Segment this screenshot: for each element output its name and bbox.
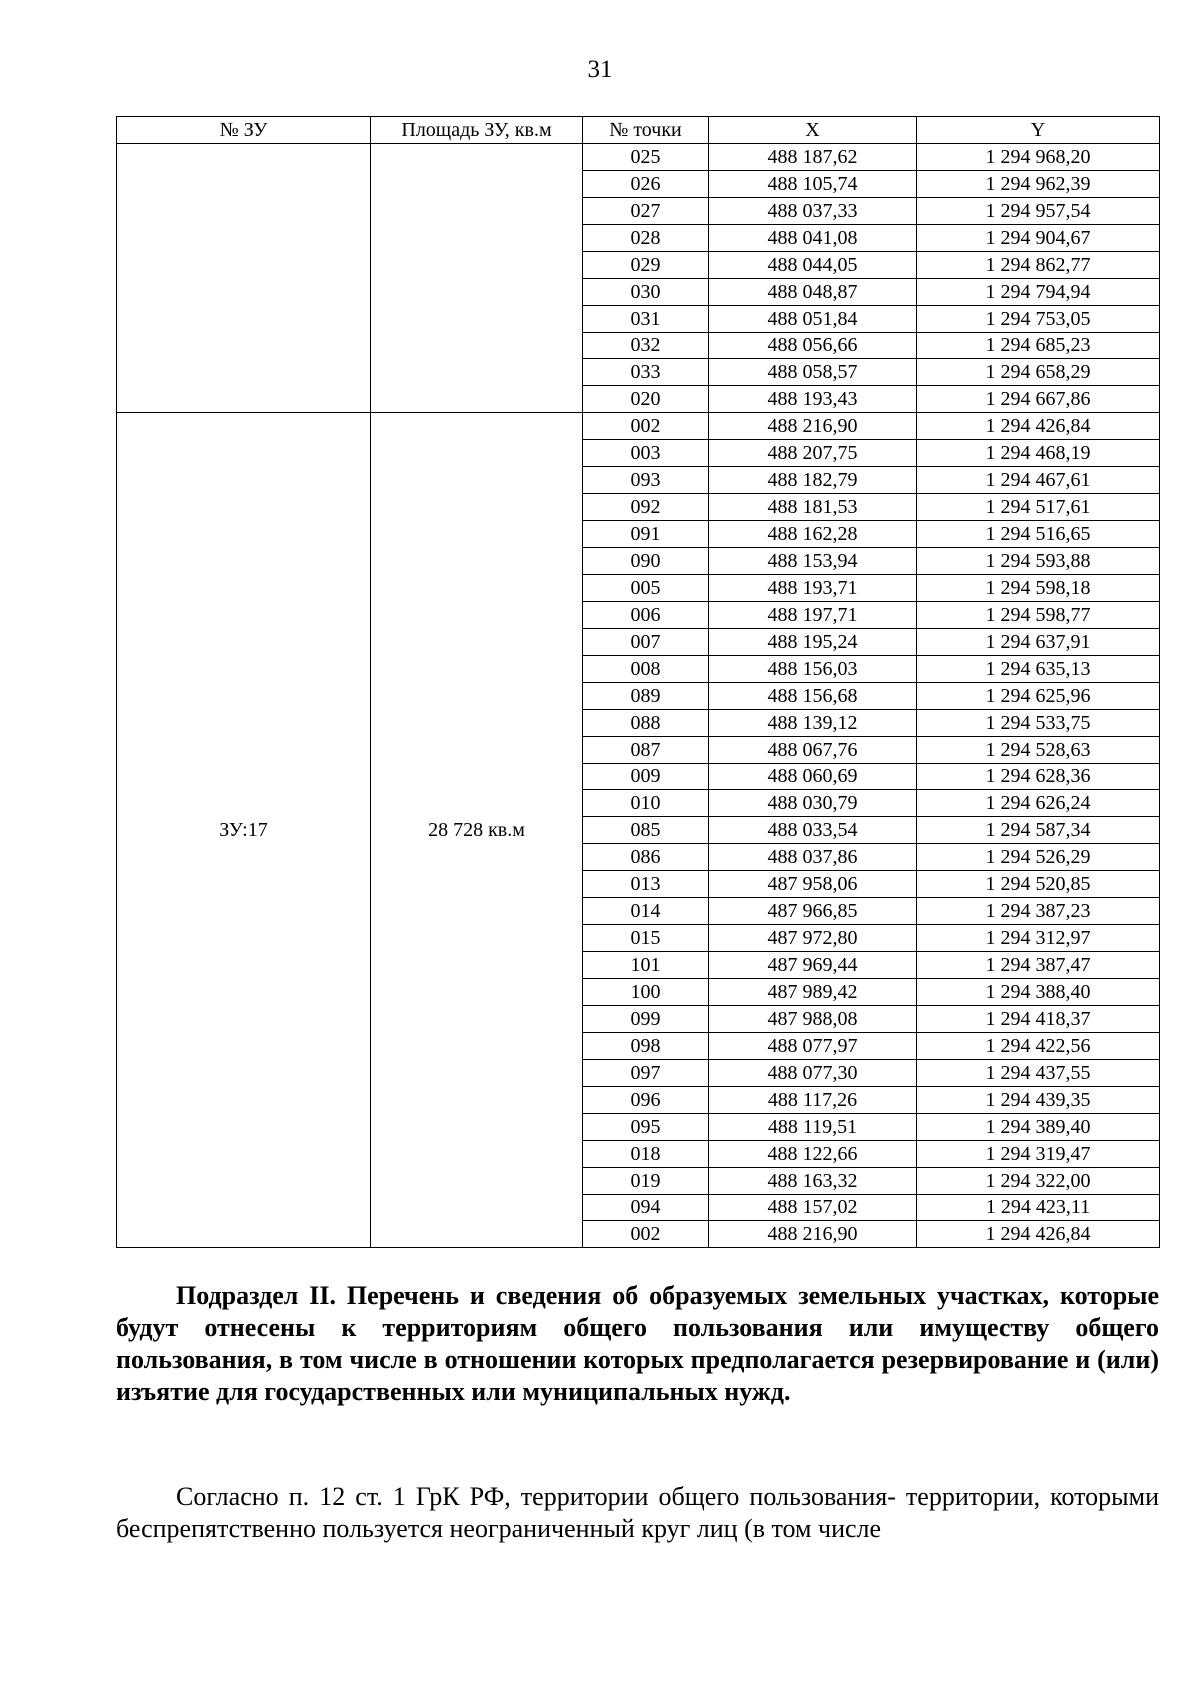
parcel-area-cell [371, 143, 583, 412]
y-coordinate-cell: 1 294 598,77 [917, 601, 1160, 628]
point-number-cell: 090 [583, 548, 709, 575]
table-header-row [117, 117, 1160, 144]
y-coordinate-cell: 1 294 962,39 [917, 170, 1160, 197]
parcel-number-cell: ЗУ:17 [117, 413, 371, 1248]
point-number-cell: 032 [583, 332, 709, 359]
x-coordinate-cell: 488 207,75 [709, 440, 917, 467]
y-coordinate-cell: 1 294 862,77 [917, 251, 1160, 278]
table-row [117, 143, 1160, 170]
y-coordinate-cell: 1 294 598,18 [917, 574, 1160, 601]
x-coordinate-cell: 488 216,90 [709, 413, 917, 440]
x-coordinate-cell: 488 156,03 [709, 655, 917, 682]
header-parcel-area: Площадь ЗУ, кв.м [371, 117, 583, 144]
y-coordinate-cell: 1 294 957,54 [917, 197, 1160, 224]
x-coordinate-cell: 487 989,42 [709, 979, 917, 1006]
parcel-number-cell [117, 143, 371, 412]
x-coordinate-cell: 488 037,33 [709, 197, 917, 224]
point-number-cell: 087 [583, 736, 709, 763]
x-coordinate-cell: 488 105,74 [709, 170, 917, 197]
y-coordinate-cell: 1 294 437,55 [917, 1059, 1160, 1086]
point-number-cell: 091 [583, 521, 709, 548]
point-number-cell: 026 [583, 170, 709, 197]
point-number-cell: 100 [583, 979, 709, 1006]
y-coordinate-cell: 1 294 312,97 [917, 925, 1160, 952]
y-coordinate-cell: 1 294 753,05 [917, 305, 1160, 332]
x-coordinate-cell: 488 163,32 [709, 1167, 917, 1194]
y-coordinate-cell: 1 294 904,67 [917, 224, 1160, 251]
y-coordinate-cell: 1 294 794,94 [917, 278, 1160, 305]
table-row [117, 413, 1160, 440]
point-number-cell: 097 [583, 1059, 709, 1086]
x-coordinate-cell: 488 122,66 [709, 1140, 917, 1167]
y-coordinate-cell: 1 294 625,96 [917, 682, 1160, 709]
y-coordinate-cell: 1 294 418,37 [917, 1005, 1160, 1032]
x-coordinate-cell: 488 037,86 [709, 844, 917, 871]
header-y-coordinate: Y [917, 117, 1160, 144]
point-number-cell: 002 [583, 1221, 709, 1248]
point-number-cell: 005 [583, 574, 709, 601]
y-coordinate-cell: 1 294 517,61 [917, 494, 1160, 521]
x-coordinate-cell: 488 058,57 [709, 359, 917, 386]
x-coordinate-cell: 488 077,30 [709, 1059, 917, 1086]
page-number: 31 [587, 56, 613, 83]
point-number-cell: 099 [583, 1005, 709, 1032]
x-coordinate-cell: 488 197,71 [709, 601, 917, 628]
x-coordinate-cell: 487 988,08 [709, 1005, 917, 1032]
y-coordinate-cell: 1 294 388,40 [917, 979, 1160, 1006]
x-coordinate-cell: 488 119,51 [709, 1113, 917, 1140]
x-coordinate-cell: 488 051,84 [709, 305, 917, 332]
y-coordinate-cell: 1 294 628,36 [917, 763, 1160, 790]
x-coordinate-cell: 488 157,02 [709, 1194, 917, 1221]
y-coordinate-cell: 1 294 587,34 [917, 817, 1160, 844]
point-number-cell: 025 [583, 143, 709, 170]
point-number-cell: 101 [583, 952, 709, 979]
body-paragraph: Согласно п. 12 ст. 1 ГрК РФ, территории общего пользования- территории, которыми беспрепятственно пользуется неограниченный круг лиц (в том числе [116, 1482, 1159, 1543]
x-coordinate-cell: 488 117,26 [709, 1086, 917, 1113]
y-coordinate-cell: 1 294 423,11 [917, 1194, 1160, 1221]
point-number-cell: 003 [583, 440, 709, 467]
point-number-cell: 098 [583, 1032, 709, 1059]
y-coordinate-cell: 1 294 626,24 [917, 790, 1160, 817]
y-coordinate-cell: 1 294 526,29 [917, 844, 1160, 871]
point-number-cell: 093 [583, 467, 709, 494]
y-coordinate-cell: 1 294 658,29 [917, 359, 1160, 386]
x-coordinate-cell: 488 181,53 [709, 494, 917, 521]
x-coordinate-cell: 488 156,68 [709, 682, 917, 709]
point-number-cell: 008 [583, 655, 709, 682]
y-coordinate-cell: 1 294 322,00 [917, 1167, 1160, 1194]
point-number-cell: 019 [583, 1167, 709, 1194]
y-coordinate-cell: 1 294 593,88 [917, 548, 1160, 575]
point-number-cell: 085 [583, 817, 709, 844]
y-coordinate-cell: 1 294 467,61 [917, 467, 1160, 494]
point-number-cell: 029 [583, 251, 709, 278]
x-coordinate-cell: 488 162,28 [709, 521, 917, 548]
point-number-cell: 028 [583, 224, 709, 251]
y-coordinate-cell: 1 294 387,23 [917, 898, 1160, 925]
point-number-cell: 027 [583, 197, 709, 224]
table-body [117, 143, 1160, 1247]
point-number-cell: 015 [583, 925, 709, 952]
x-coordinate-cell: 488 044,05 [709, 251, 917, 278]
y-coordinate-cell: 1 294 426,84 [917, 1221, 1160, 1248]
x-coordinate-cell: 488 041,08 [709, 224, 917, 251]
x-coordinate-cell: 488 216,90 [709, 1221, 917, 1248]
point-number-cell: 009 [583, 763, 709, 790]
y-coordinate-cell: 1 294 468,19 [917, 440, 1160, 467]
x-coordinate-cell: 488 187,62 [709, 143, 917, 170]
point-number-cell: 095 [583, 1113, 709, 1140]
y-coordinate-cell: 1 294 968,20 [917, 143, 1160, 170]
point-number-cell: 094 [583, 1194, 709, 1221]
x-coordinate-cell: 488 182,79 [709, 467, 917, 494]
x-coordinate-cell: 488 033,54 [709, 817, 917, 844]
x-coordinate-cell: 488 030,79 [709, 790, 917, 817]
point-number-cell: 086 [583, 844, 709, 871]
x-coordinate-cell: 488 195,24 [709, 628, 917, 655]
point-number-cell: 089 [583, 682, 709, 709]
x-coordinate-cell: 488 060,69 [709, 763, 917, 790]
point-number-cell: 020 [583, 386, 709, 413]
section-heading: Подраздел II. Перечень и сведения об образуемых земельных участках, которые будут отнесены к территориям общего пользования или имуществу общего пользования, в том числе в отношении которых предполагается резервирование и (или) изъятие для государственных или муниципальных нужд. [116, 1281, 1159, 1406]
x-coordinate-cell: 487 969,44 [709, 952, 917, 979]
point-number-cell: 007 [583, 628, 709, 655]
point-number-cell: 018 [583, 1140, 709, 1167]
y-coordinate-cell: 1 294 528,63 [917, 736, 1160, 763]
parcel-area-cell: 28 728 кв.м [371, 413, 583, 1248]
header-point-number: № точки [583, 117, 709, 144]
x-coordinate-cell: 488 067,76 [709, 736, 917, 763]
coordinates-table [116, 116, 1160, 1248]
y-coordinate-cell: 1 294 389,40 [917, 1113, 1160, 1140]
y-coordinate-cell: 1 294 439,35 [917, 1086, 1160, 1113]
header-parcel-number: № ЗУ [117, 117, 371, 144]
y-coordinate-cell: 1 294 520,85 [917, 871, 1160, 898]
point-number-cell: 014 [583, 898, 709, 925]
x-coordinate-cell: 488 193,71 [709, 574, 917, 601]
point-number-cell: 092 [583, 494, 709, 521]
x-coordinate-cell: 487 966,85 [709, 898, 917, 925]
y-coordinate-cell: 1 294 422,56 [917, 1032, 1160, 1059]
y-coordinate-cell: 1 294 319,47 [917, 1140, 1160, 1167]
y-coordinate-cell: 1 294 387,47 [917, 952, 1160, 979]
x-coordinate-cell: 488 077,97 [709, 1032, 917, 1059]
x-coordinate-cell: 488 139,12 [709, 709, 917, 736]
y-coordinate-cell: 1 294 685,23 [917, 332, 1160, 359]
point-number-cell: 088 [583, 709, 709, 736]
point-number-cell: 010 [583, 790, 709, 817]
x-coordinate-cell: 488 056,66 [709, 332, 917, 359]
point-number-cell: 033 [583, 359, 709, 386]
header-x-coordinate: X [709, 117, 917, 144]
y-coordinate-cell: 1 294 667,86 [917, 386, 1160, 413]
point-number-cell: 002 [583, 413, 709, 440]
y-coordinate-cell: 1 294 516,65 [917, 521, 1160, 548]
x-coordinate-cell: 488 153,94 [709, 548, 917, 575]
x-coordinate-cell: 488 048,87 [709, 278, 917, 305]
point-number-cell: 030 [583, 278, 709, 305]
x-coordinate-cell: 488 193,43 [709, 386, 917, 413]
point-number-cell: 006 [583, 601, 709, 628]
y-coordinate-cell: 1 294 533,75 [917, 709, 1160, 736]
y-coordinate-cell: 1 294 426,84 [917, 413, 1160, 440]
point-number-cell: 096 [583, 1086, 709, 1113]
point-number-cell: 013 [583, 871, 709, 898]
point-number-cell: 031 [583, 305, 709, 332]
y-coordinate-cell: 1 294 637,91 [917, 628, 1160, 655]
x-coordinate-cell: 487 958,06 [709, 871, 917, 898]
y-coordinate-cell: 1 294 635,13 [917, 655, 1160, 682]
x-coordinate-cell: 487 972,80 [709, 925, 917, 952]
